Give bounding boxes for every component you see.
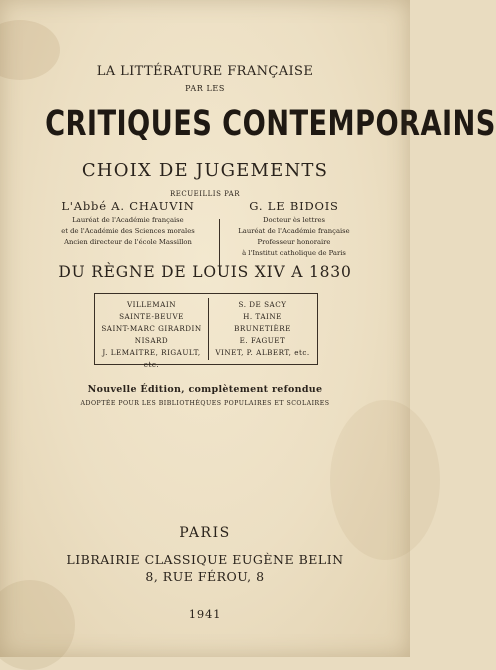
critic-name: SAINT-MARC GIRARDIN — [101, 324, 202, 333]
critics-box — [94, 293, 318, 369]
adoption-note: ADOPTÉE POUR LES BIBLIOTHÈQUES POPULAIRES ET SCOLAIRES — [80, 400, 330, 407]
publisher-city: PARIS — [179, 525, 231, 541]
par-les: PAR LES — [185, 84, 225, 93]
critics-left-column — [95, 299, 208, 371]
publication-year: 1941 — [188, 607, 222, 621]
publisher-name: LIBRAIRIE CLASSIQUE EUGÈNE BELIN — [66, 552, 344, 567]
author-left — [38, 199, 218, 248]
main-title: CRITIQUES CONTEMPORAINS — [45, 104, 496, 144]
author-right-credential: Docteur ès lettres — [263, 216, 325, 224]
critic-name: VINET, P. ALBERT, etc. — [215, 348, 310, 357]
period-heading: DU RÈGNE DE LOUIS XIV A 1830 — [58, 263, 352, 281]
subtitle: CHOIX DE JUGEMENTS — [81, 160, 329, 181]
author-left-name: L'Abbé A. CHAUVIN — [61, 199, 195, 213]
critic-name: SAINTE-BEUVE — [119, 312, 184, 321]
recueillis-par: RECUEILLIS PAR — [170, 190, 240, 198]
author-right-credential: Professeur honoraire — [257, 238, 331, 246]
critic-name: BRUNETIÈRE — [234, 324, 291, 333]
critics-right-column — [208, 299, 317, 359]
publisher-address: 8, RUE FÉROU, 8 — [145, 569, 265, 584]
paper-stain — [0, 580, 75, 670]
critic-name: E. FAGUET — [239, 336, 286, 345]
critic-name: S. DE SACY — [238, 300, 287, 309]
critic-name: H. TAINE — [243, 312, 282, 321]
author-right-name: G. LE BIDOIS — [249, 199, 339, 213]
author-right-credential: à l'Institut catholique de Paris — [242, 249, 346, 257]
author-right — [214, 199, 374, 259]
critic-name: VILLEMAIN — [126, 300, 176, 309]
critic-name: J. LEMAITRE, RIGAULT, etc. — [102, 348, 201, 369]
author-right-credential: Lauréat de l'Académie française — [238, 227, 350, 235]
author-left-credential: Lauréat de l'Académie française — [72, 216, 184, 224]
edition-note: Nouvelle Édition, complètement refondue — [87, 384, 323, 395]
critic-name: NISARD — [134, 336, 169, 345]
author-left-credential: Ancien directeur de l'école Massillon — [64, 238, 192, 246]
title-top: LA LITTÉRATURE FRANÇAISE — [96, 64, 314, 79]
author-left-credential: et de l'Académie des Sciences morales — [61, 227, 195, 235]
